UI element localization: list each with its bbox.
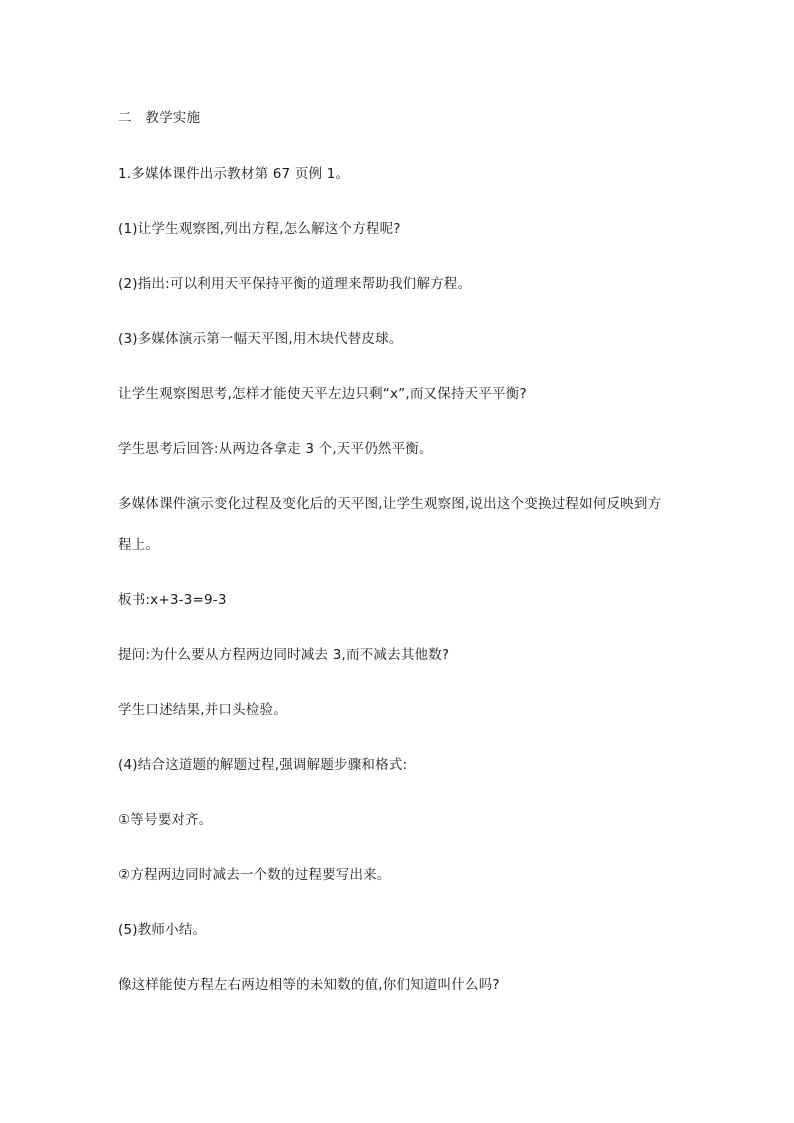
list-item: ②方程两边同时减去一个数的过程要写出来。 xyxy=(118,867,391,883)
paragraph: (3)多媒体演示第一幅天平图,用木块代替皮球。 xyxy=(118,331,403,347)
paragraph: 板书:x+3-3=9-3 xyxy=(118,592,227,608)
paragraph: 学生口述结果,并口头检验。 xyxy=(118,702,287,718)
paragraph: 多媒体课件演示变化过程及变化后的天平图,让学生观察图,说出这个变换过程如何反映到方 xyxy=(118,496,662,512)
paragraph: 让学生观察图思考,怎样才能使天平左边只剩“x”,而又保持天平平衡? xyxy=(118,386,527,402)
list-item: ①等号要对齐。 xyxy=(118,812,213,828)
paragraph: 像这样能使方程左右两边相等的未知数的值,你们知道叫什么吗? xyxy=(118,977,500,993)
paragraph: (1)让学生观察图,列出方程,怎么解这个方程呢? xyxy=(118,221,401,237)
section-heading: 二 教学实施 xyxy=(118,110,201,126)
paragraph: 学生思考后回答:从两边各拿走 3 个,天平仍然平衡。 xyxy=(118,441,433,457)
paragraph: (2)指出:可以利用天平保持平衡的道理来帮助我们解方程。 xyxy=(118,276,472,292)
paragraph: (4)结合这道题的解题过程,强调解题步骤和格式: xyxy=(118,757,408,773)
paragraph: 1.多媒体课件出示教材第 67 页例 1。 xyxy=(118,166,350,182)
paragraph-continuation: 程上。 xyxy=(118,537,160,553)
paragraph: (5)教师小结。 xyxy=(118,922,207,938)
paragraph: 提问:为什么要从方程两边同时减去 3,而不减去其他数? xyxy=(118,647,450,663)
